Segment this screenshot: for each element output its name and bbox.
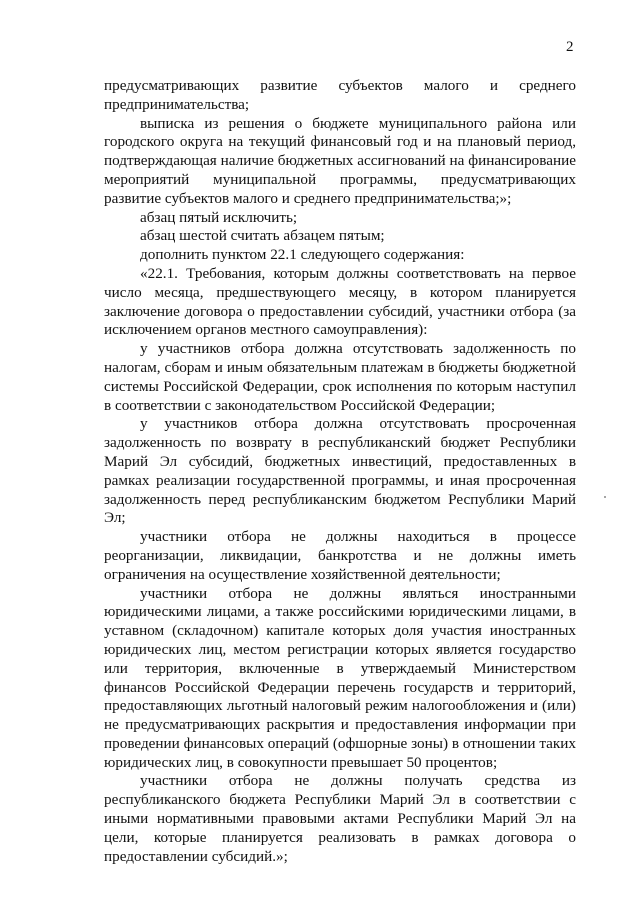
paragraph: у участников отбора должна отсутствовать задолженность по налогам, сборам и иным обязательным платежам в бюджеты бюджетной системы Российской Федерации, срок исполнения по которым наступил в соответствии с законодательством Российской Федерации; — [104, 340, 576, 414]
paragraph: абзац пятый исключить; — [140, 208, 298, 226]
scan-speck — [604, 496, 606, 498]
paragraph: «22.1. Требования, которым должны соответствовать на первое число месяца, предшествующего месяцу, в котором планируется заключение договора о предоставлении субсидий, участники отбора (за исключением органов местного самоуправления): — [104, 264, 576, 339]
document-body — [104, 77, 576, 866]
paragraph: выписка из решения о бюджете муниципального района или городского округа на текущий финансовый год и на плановый период, подтверждающая наличие бюджетных ассигнований на финансирование мероприятий муниципальной программы, предусматривающих развитие субъектов малого и среднего предпринимательства;»; — [104, 114, 576, 207]
page-number: 2 — [566, 39, 574, 55]
paragraph: дополнить пунктом 22.1 следующего содержания: — [140, 246, 465, 264]
paragraph: участники отбора не должны являться иностранными юридическими лицами, а также российскими юридическими лицами, в уставном (складочном) капитале которых доля участия иностранных юридических лиц, местом регистрации которых является государство или территория, включенные в утверждаемый Министерством финансов Российской Федерации перечень государств и территорий, предоставляющих льготный налоговый режим налогообложения и (или) не предусматривающих раскрытия и предоставления информации при проведении финансовых операций (офшорные зоны) в отношении таких юридических лиц, в совокупности превышает 50 процентов; — [104, 584, 576, 771]
paragraph: у участников отбора должна отсутствовать просроченная задолженность по возврату в республиканский бюджет Республики Марий Эл субсидий, бюджетных инвестиций, предоставленных в рамках реализации государственной программы, и иная просроченная задолженность перед республиканским бюджетом Республики Марий Эл; — [104, 415, 576, 527]
paragraph: участники отбора не должны получать средства из республиканского бюджета Республики Марий Эл в соответствии с иными нормативными правовыми актами Республики Марий Эл на цели, которые планируется реализовать в рамках договора о предоставлении субсидий.»; — [104, 772, 576, 865]
paragraph: абзац шестой считать абзацем пятым; — [140, 227, 385, 245]
paragraph: участники отбора не должны находиться в процессе реорганизации, ликвидации, банкротства и не должны иметь ограничения на осуществление хозяйственной деятельности; — [104, 528, 576, 583]
paragraph: предусматривающих развитие субъектов малого и среднего предпринимательства; — [104, 77, 576, 113]
